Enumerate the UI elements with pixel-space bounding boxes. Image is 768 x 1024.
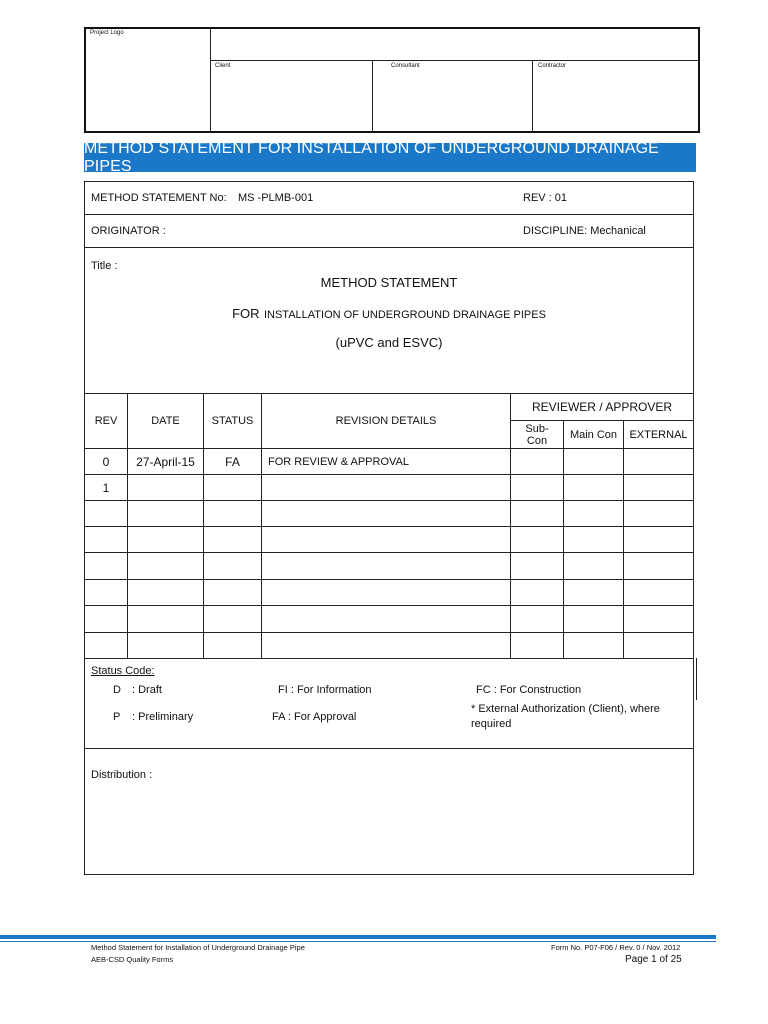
header-divider xyxy=(532,61,533,132)
header-revision-details: REVISION DETAILS xyxy=(335,415,437,427)
column-divider xyxy=(623,420,624,658)
row-0-details: FOR REVIEW & APPROVAL xyxy=(268,455,409,468)
table-bottom-border xyxy=(85,658,693,659)
header-external: EXTERNAL xyxy=(629,428,688,441)
header-date: DATE xyxy=(151,415,180,427)
header-status: STATUS xyxy=(211,415,254,427)
header-main-con: Main Con xyxy=(569,428,618,441)
footer-rule xyxy=(0,935,716,939)
header-block xyxy=(84,27,700,133)
ms-number-label: METHOD STATEMENT No: xyxy=(91,192,227,204)
header-divider xyxy=(211,60,699,61)
row-1-date xyxy=(128,475,203,500)
status-code-right-border xyxy=(696,658,697,700)
row-divider xyxy=(85,552,693,553)
status-code-label: Status Code: xyxy=(91,665,155,677)
column-divider xyxy=(563,420,564,658)
title-line-2 xyxy=(85,305,693,323)
row-divider xyxy=(85,526,693,527)
title-line-3: (uPVC and ESVC) xyxy=(335,335,443,350)
footer-page-number: Page 1 of 25 xyxy=(625,954,682,965)
title-label: Title : xyxy=(91,260,118,272)
consultant-label: Consultant xyxy=(391,63,420,69)
status-d-code: D xyxy=(113,684,121,696)
footer-document-title: Method Statement for Installation of Underground Drainage Pipe xyxy=(91,943,305,952)
ms-number-value: MS -PLMB-001 xyxy=(238,192,314,204)
revision-number: REV : 01 xyxy=(523,192,568,204)
header-sub-con: Sub- Con xyxy=(525,422,549,447)
row-divider xyxy=(85,579,693,580)
footer-rule xyxy=(0,941,716,942)
distribution-label: Distribution : xyxy=(91,769,153,781)
external-authorization-note: * External Authorization (Client), where required xyxy=(471,703,660,730)
status-d-text: : Draft xyxy=(132,684,162,696)
project-logo-label: Project Logo xyxy=(90,30,124,36)
status-fi: FI : For Information xyxy=(278,684,372,696)
row-divider xyxy=(85,500,693,501)
contractor-label: Contractor xyxy=(538,63,567,69)
row-1-rev: 1 xyxy=(102,480,110,495)
originator-label: ORIGINATOR : xyxy=(91,225,166,237)
status-fa: FA : For Approval xyxy=(272,711,357,723)
document-title-banner: METHOD STATEMENT FOR INSTALLATION OF UNDERGROUND DRAINAGE PIPES xyxy=(84,143,696,172)
row-0-rev: 0 xyxy=(102,454,110,469)
row-divider xyxy=(85,247,693,248)
status-p-code: P xyxy=(113,711,121,723)
title-subject: INSTALLATION OF UNDERGROUND DRAINAGE PIPES xyxy=(263,309,546,321)
status-fc: FC : For Construction xyxy=(476,684,582,696)
title-for: FOR xyxy=(232,306,260,321)
header-divider xyxy=(210,29,211,132)
header-divider xyxy=(372,61,373,132)
status-p-text: : Preliminary xyxy=(132,711,194,723)
discipline-label: DISCIPLINE: Mechanical xyxy=(523,225,646,237)
row-0-status: FA xyxy=(225,454,240,469)
row-divider xyxy=(85,632,693,633)
row-divider xyxy=(85,748,693,749)
footer-quality-forms: AEB-CSD Quality Forms xyxy=(91,955,174,964)
client-label: Client xyxy=(215,63,231,69)
footer-form-number: Form No. P07-F06 / Rev. 0 / Nov. 2012 xyxy=(551,943,681,952)
row-1-status xyxy=(204,475,261,500)
header-reviewer-approver: REVIEWER / APPROVER xyxy=(531,400,673,414)
title-line-1: METHOD STATEMENT xyxy=(320,275,458,290)
row-divider xyxy=(85,605,693,606)
row-0-date: 27-April-15 xyxy=(136,454,195,469)
header-rev: REV xyxy=(94,415,118,427)
